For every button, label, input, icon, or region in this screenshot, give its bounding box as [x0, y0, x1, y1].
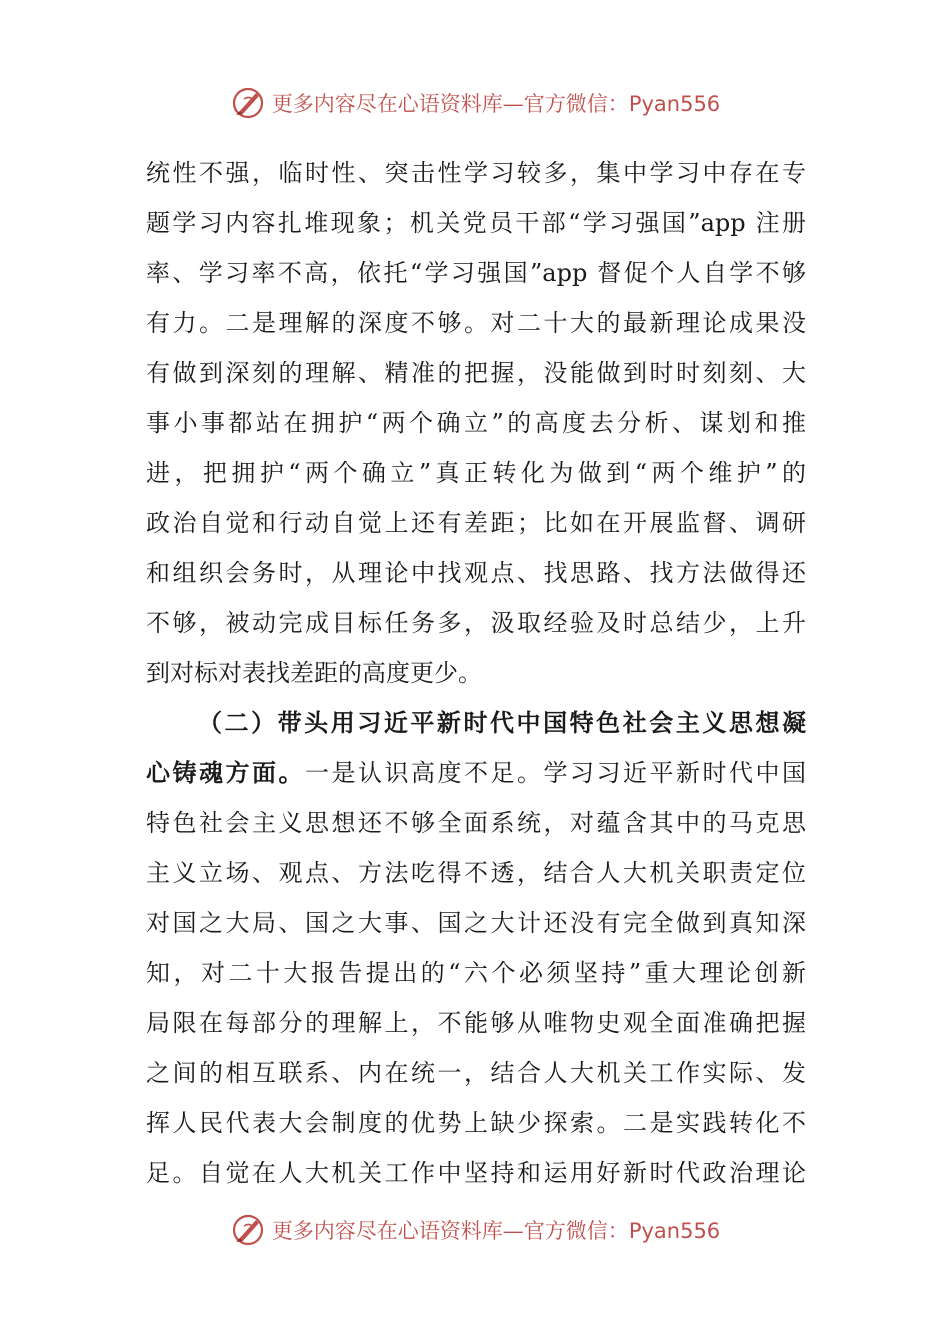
pen-circle-logo-icon: [230, 1212, 266, 1248]
text-line: 局限在每部分的理解上，不能够从唯物史观全面准确把握: [146, 1009, 806, 1037]
text-line: 挥人民代表大会制度的优势上缺少探索。二是实践转化不: [146, 1109, 806, 1137]
paragraph-2: [146, 698, 806, 1198]
text-line: 题学习内容扎堆现象；机关党员干部“学习强国”app 注册: [146, 209, 806, 237]
text-line: 之间的相互联系、内在统一，结合人大机关工作实际、发: [146, 1059, 806, 1087]
text-line: 到对标对表找差距的高度更少。: [146, 659, 482, 687]
section-heading: （二）带头用习近平新时代中国特色社会主义思想凝: [198, 709, 806, 737]
text-line: 事小事都站在拥护“两个确立”的高度去分析、谋划和推: [146, 409, 806, 437]
text-line: 特色社会主义思想还不够全面系统，对蕴含其中的马克思: [146, 809, 806, 837]
text-line: 有力。二是理解的深度不够。对二十大的最新理论成果没: [146, 309, 806, 337]
text-line: 进，把拥护“两个确立”真正转化为做到“两个维护”的: [146, 459, 806, 487]
watermark-text: 更多内容尽在心语资料库—官方微信：Pyan556: [271, 92, 721, 116]
text-span: 一是认识高度不足。学习习近平新时代中国: [305, 759, 806, 787]
section-heading-end: 心铸魂方面。: [146, 759, 305, 787]
text-line: [146, 748, 806, 798]
text-line: 政治自觉和行动自觉上还有差距；比如在开展监督、调研: [146, 509, 806, 537]
paragraph-1: [146, 148, 806, 698]
text-line: 不够，被动完成目标任务多，汲取经验及时总结少，上升: [146, 609, 806, 637]
text-line: 和组织会务时，从理论中找观点、找思路、找方法做得还: [146, 559, 806, 587]
wechat-handle: Pyan556: [628, 1219, 721, 1243]
text-line: 有做到深刻的理解、精准的把握，没能做到时时刻刻、大: [146, 359, 806, 387]
text-line: 统性不强，临时性、突击性学习较多，集中学习中存在专: [146, 159, 806, 187]
text-line: 率、学习率不高，依托“学习强国”app 督促个人自学不够: [146, 259, 806, 287]
pen-circle-logo-icon: [230, 85, 266, 121]
text-line: 对国之大局、国之大事、国之大计还没有完全做到真知深: [146, 909, 806, 937]
text-line: 主义立场、观点、方法吃得不透，结合人大机关职责定位: [146, 859, 806, 887]
footer-watermark-banner: [0, 1205, 950, 1255]
header-watermark-banner: [0, 78, 950, 128]
text-line: 知，对二十大报告提出的“六个必须坚持”重大理论创新: [146, 959, 806, 987]
watermark-text: 更多内容尽在心语资料库—官方微信：Pyan556: [271, 1219, 721, 1243]
document-body: [146, 148, 806, 1198]
text-line: 足。自觉在人大机关工作中坚持和运用好新时代政治理论: [146, 1159, 806, 1187]
wechat-handle: Pyan556: [628, 92, 721, 116]
